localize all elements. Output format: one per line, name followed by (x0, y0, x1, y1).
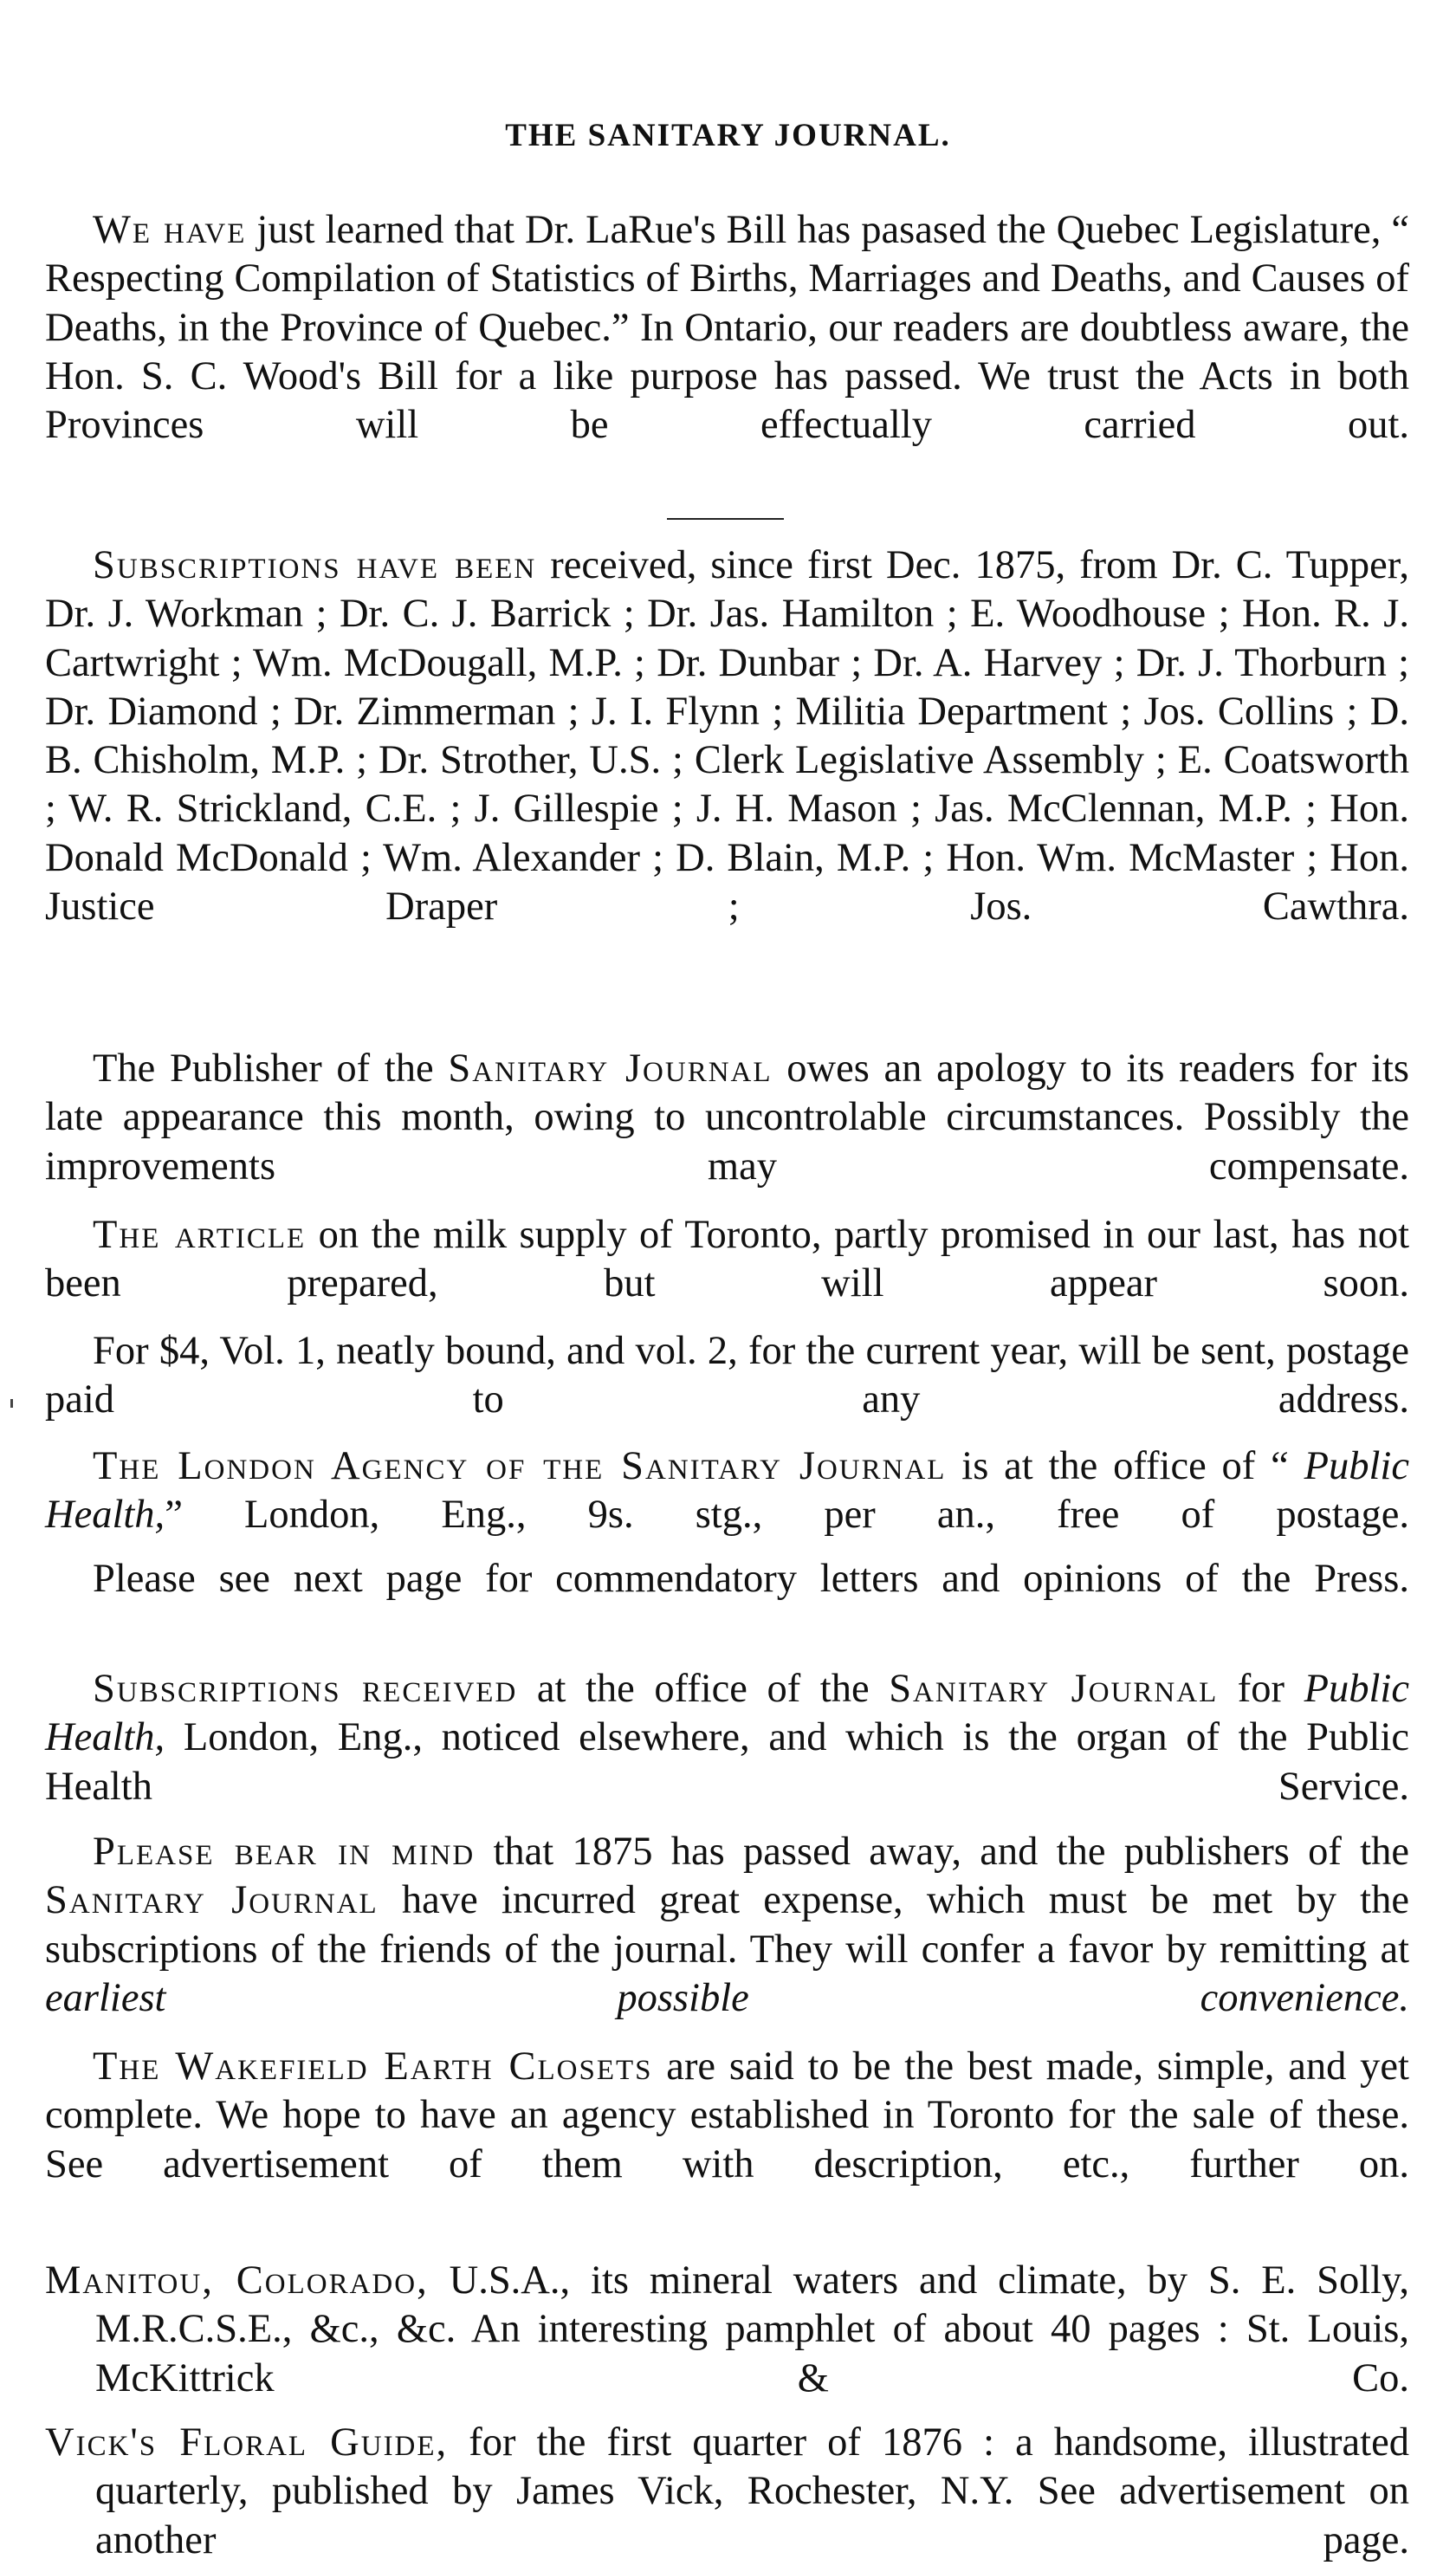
emphasis-text: earliest possible convenience. (45, 1975, 1409, 2020)
print-speck (10, 1399, 13, 1408)
paragraph-public-health-subscriptions (45, 1665, 1409, 1811)
journal-name: Sanitary Journal (45, 1878, 379, 1923)
paragraph-body: Please see next page for commendatory letters and opinions of the Press. (93, 1557, 1409, 1601)
publication-name: Public Health, (45, 1667, 1409, 1760)
paragraph-manitou-notice (45, 2257, 1409, 2403)
paragraph-vicks-floral-guide (45, 2419, 1409, 2565)
paragraph-volume-offer (45, 1327, 1409, 1425)
paragraph-text-b: for (1218, 1667, 1304, 1711)
paragraph-text-a: that 1875 has passed away, and the publishers of the (475, 1830, 1409, 1874)
paragraph-publisher-apology (45, 1045, 1409, 1191)
paragraph-lead: The London Agency of the Sanitary Journal (93, 1444, 947, 1488)
paragraph-text-b: ” London, Eng., 9s. stg., per an., free of postage. (165, 1493, 1409, 1538)
paragraph-london-agency (45, 1442, 1409, 1540)
paragraph-bear-in-mind (45, 1828, 1409, 2023)
paragraph-body: just learned that Dr. LaRue's Bill has pasased the Quebec Legislature, “ Respecting Compilation of Statistics of Births, Marriages and Deaths, and Causes of Deaths, in the Province of Quebec.” In Ontario, our readers are doubtless aware, the Hon. S. C. Wood's Bill for a like purpose has passed. We trust the Acts in both Provinces will be effectually carried out. (45, 208, 1409, 448)
paragraph-lead: Manitou, Colorado, (45, 2258, 429, 2303)
paragraph-wakefield-closets (45, 2043, 1409, 2189)
paragraph-commendatory (45, 1555, 1409, 1603)
paragraph-milk-supply (45, 1211, 1409, 1309)
paragraph-lead: The article (93, 1213, 307, 1257)
paragraph-body: for the first quarter of 1876 : a handsome, illustrated quarterly, published by James Vick, Rochester, N.Y. See advertisement on another page. (95, 2420, 1409, 2562)
paragraph-text-a: is at the office of “ (946, 1444, 1304, 1488)
paragraph-lead: Subscriptions received (93, 1667, 518, 1711)
paragraph-lead: We have (93, 208, 247, 252)
paragraph-body: are said to be the best made, simple, and yet complete. We hope to have an agency established in Toronto for the sale of these. See advertisement of them with description, etc., further on. (45, 2044, 1409, 2187)
paragraph-lead: Subscriptions have been (93, 543, 537, 587)
paragraph-lead: Vick's Floral Guide, (45, 2420, 449, 2465)
paragraph-body: on the milk supply of Toronto, partly promised in our last, has not been prepared, but will appear soon. (45, 1213, 1409, 1306)
paragraph-body: received, since first Dec. 1875, from Dr. C. Tupper, Dr. J. Workman ; Dr. C. J. Barrick ; Dr. Jas. Hamilton ; E. Woodhouse ; Hon. R. J. Cartwright ; Wm. McDougall, M.P. ; Dr. Dunbar ; Dr. A. Harvey ; Dr. J. Thorburn ; Dr. Diamond ; Dr. Zimmerman ; J. I. Flynn ; Militia Department ; Jos. Collins ; D. B. Chisholm, M.P. ; Dr. Strother, U.S. ; Clerk Legislative Assembly ; E. Coatsworth ; W. R. Strickland, C.E. ; J. Gillespie ; J. H. Mason ; Jas. McClennan, M.P. ; Hon. Donald McDonald ; Wm. Alexander ; D. Blain, M.P. ; Hon. Wm. McMaster ; Hon. Justice Draper ; Jos. Cawthra. (45, 543, 1409, 930)
paragraph-subscriptions-list (45, 541, 1409, 931)
paragraph-lead: The Wakefield Earth Closets (93, 2044, 653, 2089)
paragraph-text-a: The Publisher of the (93, 1046, 449, 1091)
page-header: THE SANITARY JOURNAL. (505, 118, 951, 153)
paragraph-body: For $4, Vol. 1, neatly bound, and vol. 2, for the current year, will be sent, postage paid to any address. (45, 1329, 1409, 1422)
journal-name: Sanitary Journal (448, 1046, 773, 1091)
paragraph-body: U.S.A., its mineral waters and climate, by S. E. Solly, M.R.C.S.E., &c., &c. An interesting pamphlet of about 40 pages : St. Louis, McKittrick & Co. (95, 2258, 1409, 2400)
journal-name: Sanitary Journal (889, 1667, 1219, 1711)
paragraph-text-b: have incurred great expense, which must be met by the subscriptions of the friends of the journal. They will confer a favor by remitting at (45, 1878, 1409, 1972)
paragraph-lead: Please bear in mind (93, 1830, 476, 1874)
section-divider-rule (667, 518, 784, 520)
paragraph-text-a: at the office of the (517, 1667, 890, 1711)
paragraph-larue-bill (45, 206, 1409, 450)
publication-name: Public Health, (45, 1444, 1409, 1538)
paragraph-text-b: owes an apology to its readers for its late appearance this month, owing to uncontrolable circumstances. Possibly the improvements may compensate. (45, 1046, 1409, 1189)
paragraph-text-c: London, Eng., noticed elsewhere, and which is the organ of the Public Health Service. (45, 1715, 1409, 1809)
